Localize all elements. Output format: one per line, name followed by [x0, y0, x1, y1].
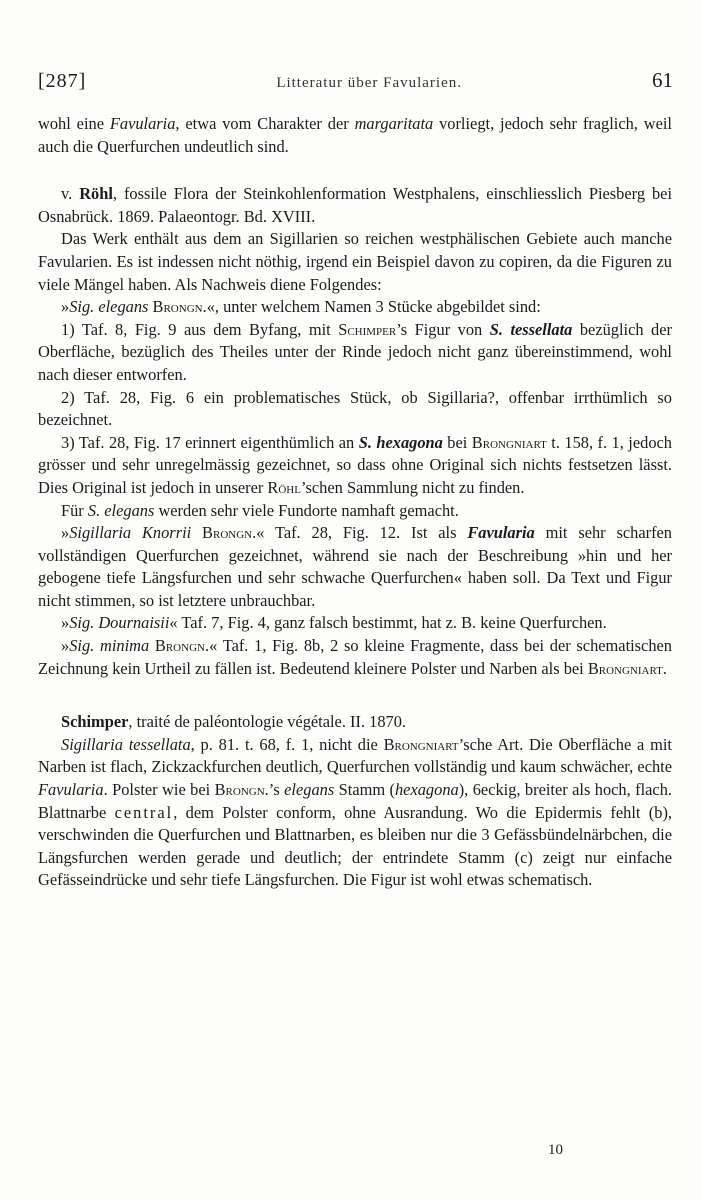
paragraph: Das Werk enthält aus dem an Sigillarien so reichen westphälischen Gebiete auch manche Favularien. Es ist indessen nicht nöthig, irgend ein Beispiel davon zu copiren, da die Figuren zu viele Mängel haben. Als Nachweis diene Folgendes:	[38, 229, 672, 294]
page-number: 61	[651, 68, 673, 92]
running-title: Litteratur über Favularien.	[276, 75, 462, 91]
list-item: 2) Taf. 28, Fig. 6 ein problematisches Stück, ob Sigillaria?, offenbar irrthümlich so bezeichnet.	[38, 387, 672, 430]
page-header	[38, 68, 673, 93]
paragraph: »Sig. elegans Brongn.«, unter welchem Namen 3 Stücke abgebildet sind:	[61, 297, 541, 317]
section-gap	[38, 680, 672, 711]
list-item: 3) Taf. 28, Fig. 17 erinnert eigenthümlich an S. hexagona bei Brongniart t. 158, f. 1, jedoch grösser und sehr unregelmässig gezeichnet, so dass ohne Original sich nichts festsetzen lässt. Dies Original ist jedoch in unserer Röhl’schen Sammlung nicht zu finden.	[38, 432, 672, 497]
bibliography-entry-roehl: v. Röhl, fossile Flora der Steinkohlenformation Westphalens, einschliesslich Piesberg bei Osnabrück. 1869. Palaeontogr. Bd. XVIII.	[38, 184, 673, 226]
paragraph: »Sig. minima Brongn.« Taf. 1, Fig. 8b, 2 so kleine Fragmente, dass bei der schematischen Zeichnung kein Urtheil zu fällen ist. Bedeutend kleinere Polster und Narben als bei Brongniart.	[38, 636, 672, 678]
sheet-signature: 10	[548, 1142, 563, 1158]
list-item: 1) Taf. 8, Fig. 9 aus dem Byfang, mit Schimper’s Figur von S. tessellata bezüglich der Oberfläche, bezüglich des Theiles unter der Rinde jedoch nicht ganz übereinstimmend, wohl nach dieser entworfen.	[38, 319, 672, 384]
page-body	[38, 113, 672, 892]
paragraph: »Sigillaria Knorrii Brongn.« Taf. 28, Fig. 12. Ist als Favularia mit sehr scharfen vollständigen Querfurchen gezeichnet, während sie nach der Beschreibung »hin und her gebogene tiefe Längsfurchen und sehr schwache Querfurchen« haben soll. Da Text und Figur nicht stimmen, so ist letztere unbrauchbar.	[38, 523, 672, 610]
bibliography-entry-schimper: Schimper, traité de paléontologie végétale. II. 1870.	[61, 712, 407, 732]
paragraph: Sigillaria tessellata, p. 81. t. 68, f. 1, nicht die Brongniart’sche Art. Die Oberfläche a mit Narben ist flach, Zickzackfurchen deutlich, Querfurchen vollständig und kaum schwächer, echte Favularia. Polster wie bei Brongn.’s elegans Stamm (hexagona), 6eckig, breiter als hoch, flach. Blattnarbe central, dem Polster conform, ohne Ausrandung. Wo die Epidermis fehlt (b), verschwinden die Querfurchen und Blattnarben, es bleiben nur die 3 Gefässbündelnärbchen, die Längsfurchen werden gerade und deutlich; der entrindete Stamm (c) zeigt nur einfache Gefässeindrücke und sehr tiefe Längsfurchen. Die Figur ist wohl etwas schematisch.	[38, 734, 673, 890]
paragraph: wohl eine Favularia, etwa vom Charakter der margaritata vorliegt, jedoch sehr fraglich, weil auch die Querfurchen undeutlich sind.	[38, 114, 672, 156]
section-bracket-number: [287]	[38, 70, 87, 92]
paragraph: Für S. elegans werden sehr viele Fundorte namhaft gemacht.	[61, 500, 459, 520]
paragraph: »Sig. Dournaisii« Taf. 7, Fig. 4, ganz falsch bestimmt, hat z. B. keine Querfurchen.	[61, 613, 607, 633]
section-gap	[38, 158, 672, 183]
